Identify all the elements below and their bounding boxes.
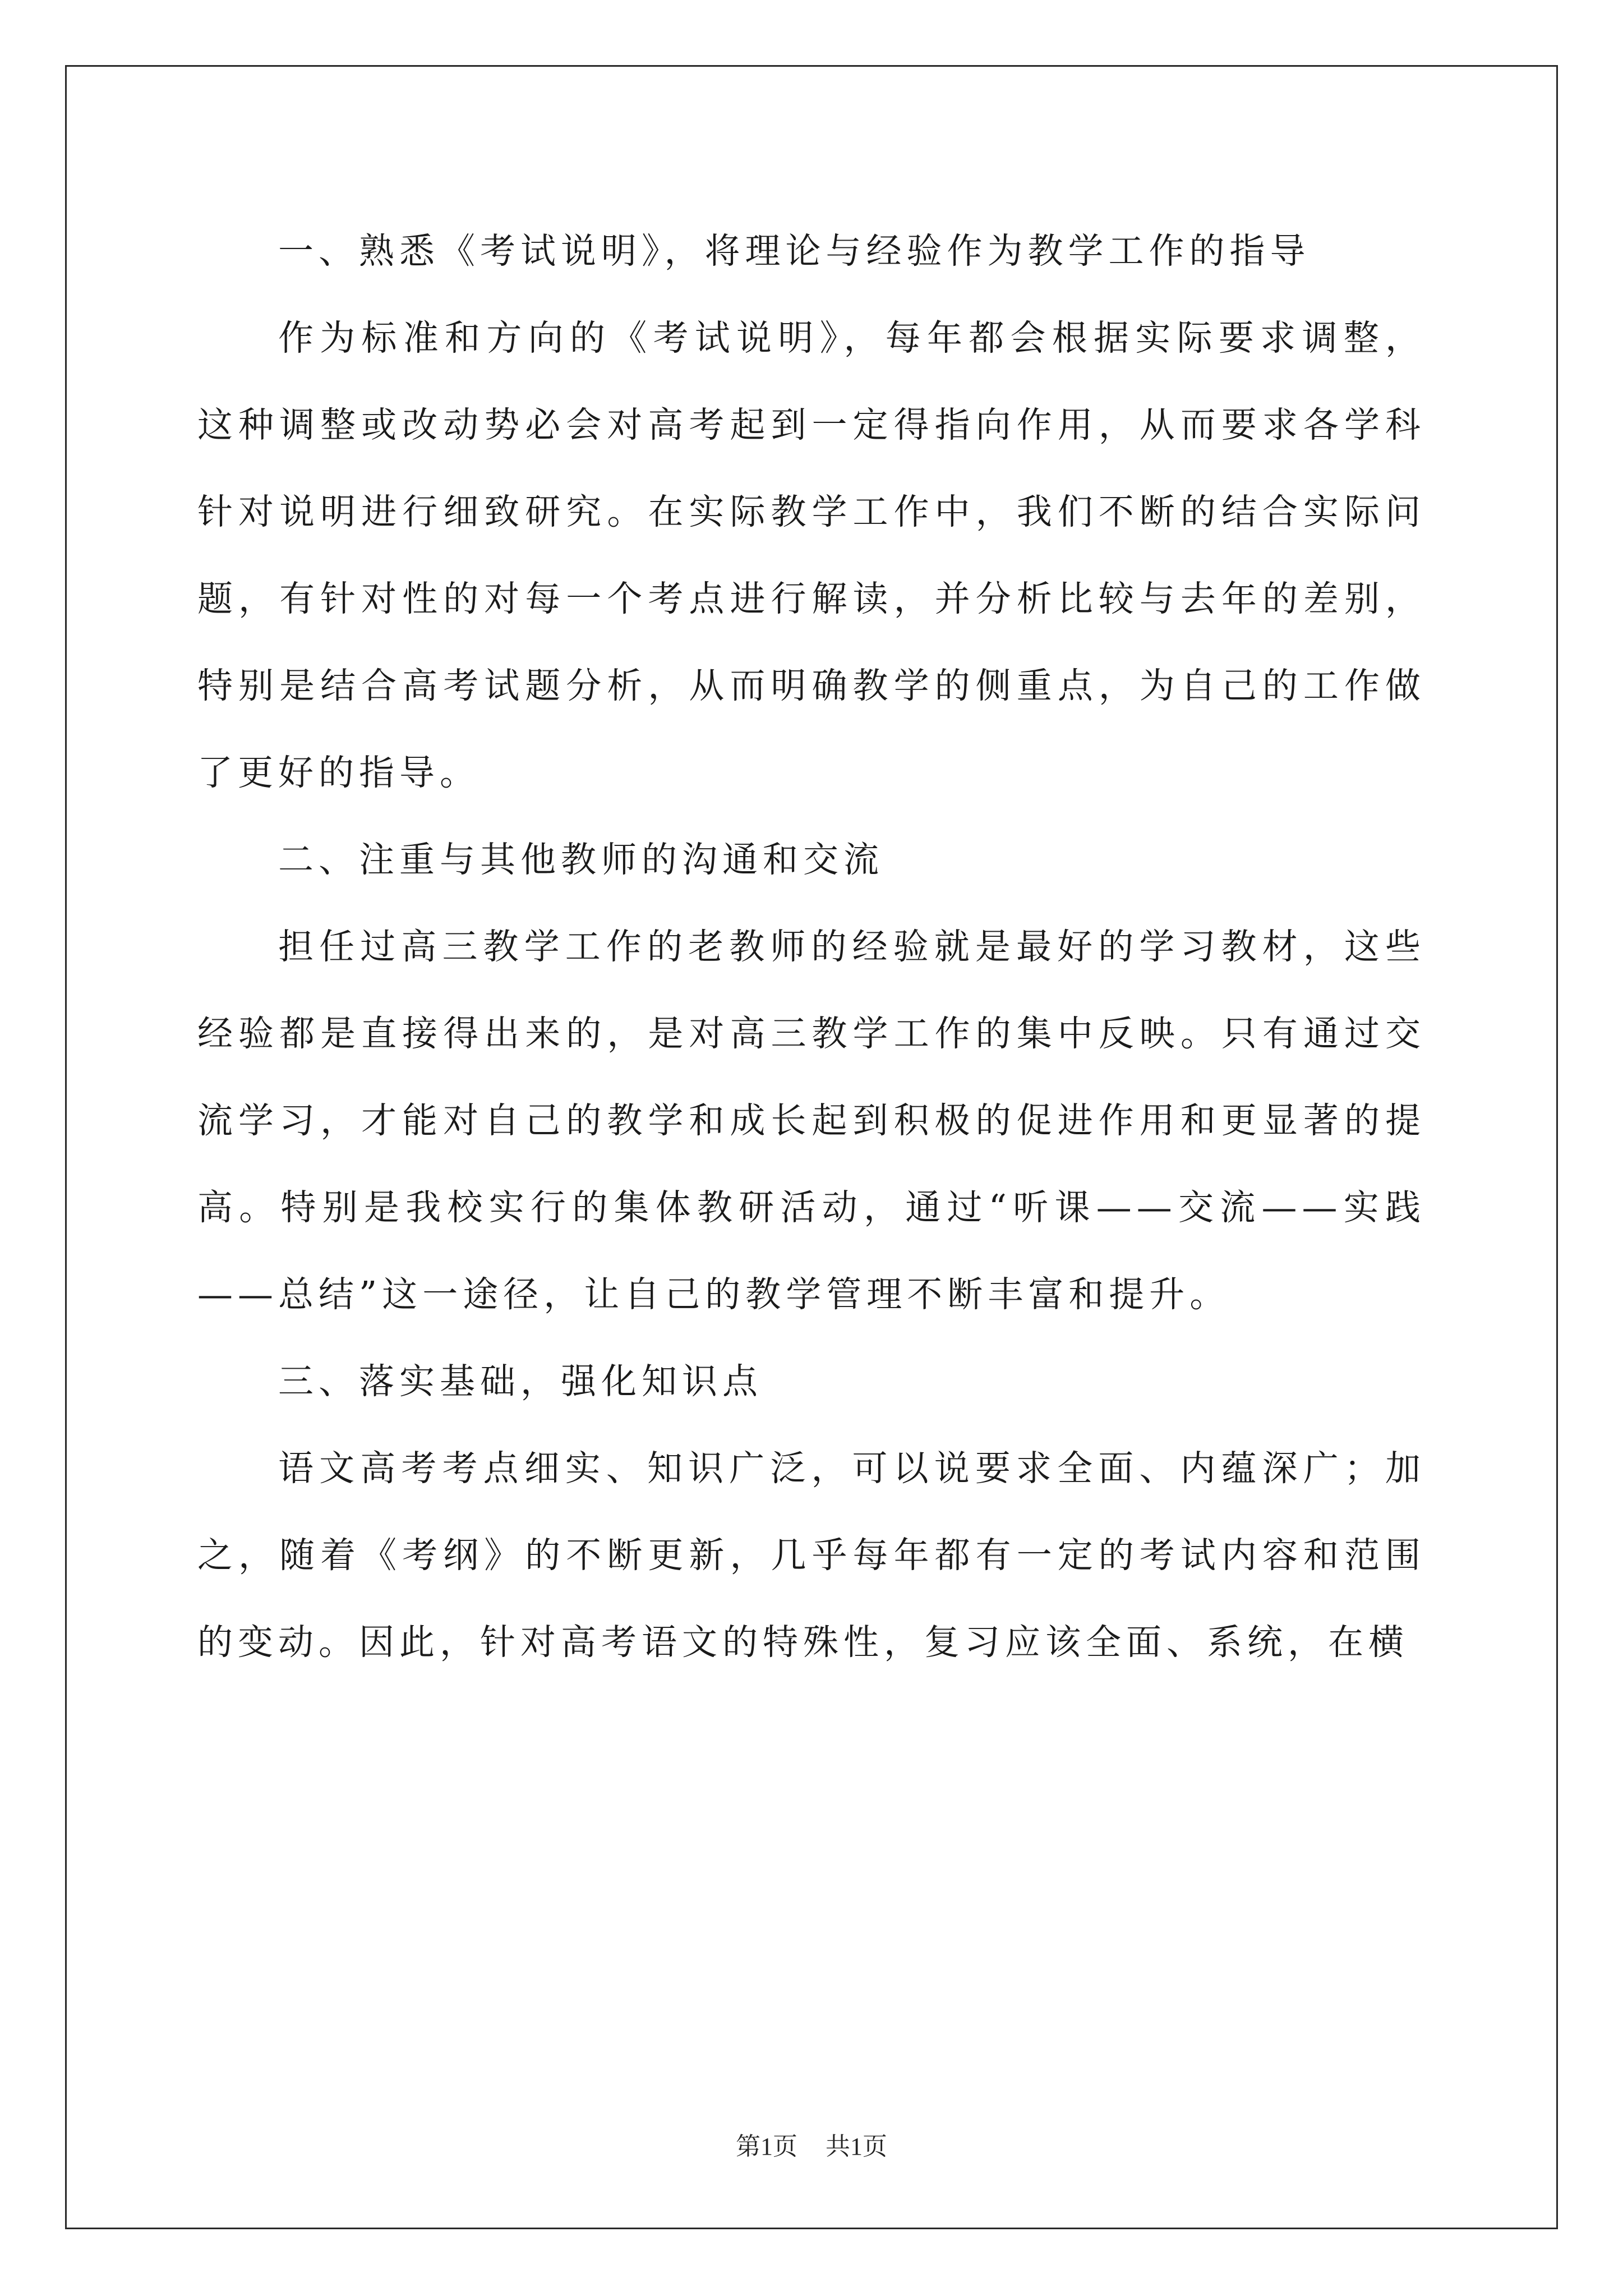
body-paragraph-1: 作为标准和方向的《考试说明》，每年都会根据实际要求调整，这种调整或改动势必会对高考起到一定得指向作用，从而要求各学科针对说明进行细致研究。在实际教学工作中，我们不断的结合实际问题，有针对性的对每一个考点进行解读，并分析比较与去年的差别，特别是结合高考试题分析，从而明确教学的侧重点，为自己的工作做了更好的指导。: [197, 318, 1426, 793]
section-heading-1: 一、熟悉《考试说明》，将理论与经验作为教学工作的指导: [278, 231, 1311, 272]
body-paragraph-2: 担任过高三教学工作的老教师的经验就是最好的学习教材，这些经验都是直接得出来的，是对高三教学工作的集中反映。只有通过交流学习，才能对自己的教学和成长起到积极的促进作用和更显著的提高。特别是我校实行的集体教研活动，通过“听课——交流——实践——总结”这一途径，让自己的教学管理不断丰富和提升。: [197, 926, 1426, 1315]
body-paragraph-3: 语文高考考点细实、知识广泛，可以说要求全面、内蕴深广；加之，随着《考纲》的不断更新，几乎每年都有一定的考试内容和范围的变动。因此，针对高考语文的特殊性，复习应该全面、系统，在横: [197, 1448, 1426, 1663]
section-heading-2: 二、注重与其他教师的沟通和交流: [278, 839, 884, 880]
page-total: 共1页: [826, 2133, 887, 2160]
section-heading-3: 三、落实基础，强化知识点: [278, 1361, 763, 1402]
page-number: 第1页: [736, 2133, 797, 2160]
page-footer: [0, 2126, 1623, 2162]
document-body: [197, 208, 1426, 1686]
